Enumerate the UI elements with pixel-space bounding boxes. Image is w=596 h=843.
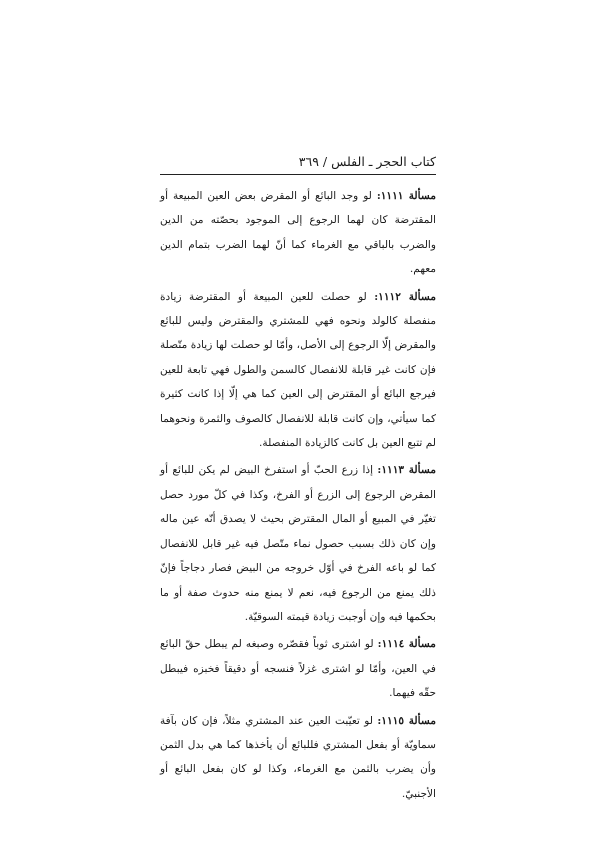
- issue-paragraph: [160, 285, 436, 456]
- issue-number: مسألة ١١١٣:: [377, 464, 436, 477]
- page-header: [160, 152, 436, 175]
- issue-paragraph: [160, 458, 436, 629]
- issue-text: لو اشترى ثوباً فقصّره وصبغه لم يبطل حقّ البائع في العين، وأمّا لو اشترى غزلاً فنسجه أو دقيقاً فخبزه فيبطل حقّه فيهما.: [160, 638, 436, 700]
- issue-number: مسألة ١١١١:: [376, 190, 436, 202]
- issue-paragraph: [160, 709, 436, 807]
- issue-number: مسألة ١١١٥:: [377, 714, 437, 727]
- issue-paragraph: [160, 184, 436, 282]
- running-head: كتاب الحجر ـ الفلس / ٣٦٩: [298, 154, 436, 169]
- issue-number: مسألة ١١١٢:: [374, 290, 436, 303]
- issue-text: إذا زرع الحبّ أو استفرخ البيض لم يكن للبائع أو المقرض الرجوع إلى الزرع أو الفرخ، وكذا في كلّ مورد حصل تغيّر في المبيع أو المال المقترض بحيث لا يصدق أنّه عين ماله وإن كان ذلك بسبب حصول نماء متّصل فيه غير قابل للانفصال كما لو باعه الفرخ في أوّل خروجه من البيض فصار دجاجاً فإنّ ذلك يمنع من الرجوع فيه، نعم لا يمنع منه حدوث صفة أو ما بحكمها فيه وإن أوجبت زيادة قيمته السوقيّة.: [160, 464, 436, 623]
- page-body: [160, 184, 436, 809]
- issue-text: لو تعيّبت العين عند المشتري مثلاً، فإن كان بآفة سماويّة أو بفعل المشتري فللبائع أن يأخذها كما هي بدل الثمن وأن يضرب بالثمن مع الغرماء، وكذا لو كان بفعل البائع أو الأجنبيّ.: [160, 714, 436, 800]
- issue-paragraph: [160, 632, 436, 705]
- issue-text: لو حصلت للعين المبيعة أو المقترضة زيادة منفصلة كالولد ونحوه فهي للمشتري والمقترض وليس للبائع والمقرض إلّا الرجوع إلى الأصل، وأمّا لو حصلت لها زيادة متّصلة فإن كانت غير قابلة للانفصال كالسمن والطول فهي تابعة للعين فيرجع البائع أو المقترض إلى العين كما هي إلّا إذا كانت كثيرة كما سيأتي، وإن كانت قابلة للانفصال كالصوف والثمرة ونحوهما لم تتبع العين بل كانت كالزيادة المنفصلة.: [160, 290, 436, 450]
- issue-text: لو وجد البائع أو المقرض بعض العين المبيعة أو المقترضة كان لهما الرجوع إلى الموجود بحصّته من الدين والضرب بالباقي مع الغرماء كما أنّ لهما الضرب بتمام الدين معهم.: [160, 190, 436, 276]
- issue-number: مسألة ١١١٤:: [377, 638, 436, 651]
